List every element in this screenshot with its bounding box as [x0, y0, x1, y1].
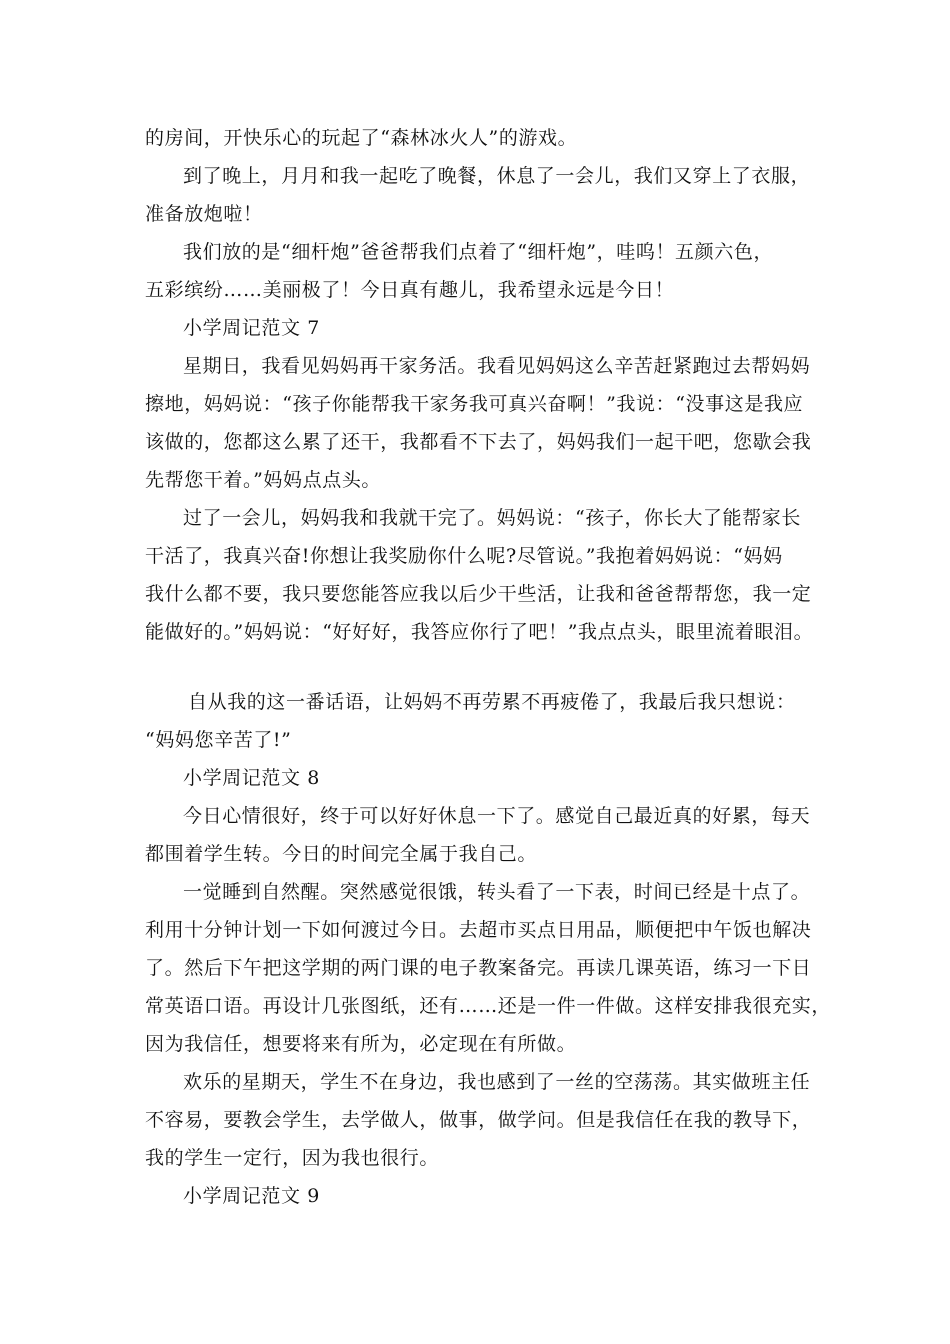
paragraph-line: 的房间，开快乐心的玩起了“森林冰火人”的游戏。 [145, 127, 578, 149]
paragraph-line: 了。然后下午把这学期的两门课的电子教案备完。再读几课英语，练习一下日 [145, 957, 812, 979]
section-heading: 小学周记范文 7 [183, 317, 320, 339]
paragraph-line: 过了一会儿，妈妈我和我就干完了。妈妈说：“孩子，你长大了能帮家长 [183, 507, 801, 529]
paragraph-line: 先帮您干着。”妈妈点点头。 [145, 469, 382, 491]
paragraph-line: 都围着学生转。今日的时间完全属于我自己。 [145, 843, 538, 865]
paragraph-line: 该做的，您都这么累了还干，我都看不下去了，妈妈我们一起干吧，您歇会我 [145, 431, 812, 453]
paragraph-line: 五彩缤纷……美丽极了！今日真有趣儿，我希望永远是今日！ [145, 279, 675, 301]
paragraph-line: 擦地，妈妈说：“孩子你能帮我干家务我可真兴奋啊！”我说：“没事这是我应 [145, 393, 804, 415]
section-heading: 小学周记范文 9 [183, 1185, 320, 1207]
paragraph-line: 欢乐的星期天，学生不在身边，我也感到了一丝的空荡荡。其实做班主任 [183, 1071, 811, 1093]
paragraph-line: 我什么都不要，我只要您能答应我以后少干些活，让我和爸爸帮帮您，我一定 [145, 583, 812, 605]
paragraph-line: 我的学生一定行，因为我也很行。 [145, 1147, 440, 1169]
paragraph-line: 利用十分钟计划一下如何渡过今日。去超市买点日用品，顺便把中午饭也解决 [145, 919, 812, 941]
paragraph-line: 准备放炮啦！ [145, 203, 263, 225]
paragraph-line: 我们放的是“细杆炮”爸爸帮我们点着了“细杆炮”，哇呜！五颜六色， [183, 241, 774, 263]
paragraph-line: 到了晚上，月月和我一起吃了晚餐，休息了一会儿，我们又穿上了衣服， [183, 165, 811, 187]
paragraph-line: 干活了，我真兴奋!你想让我奖励你什么呢?尽管说。”我抱着妈妈说：“妈妈 [145, 545, 783, 567]
paragraph-line: 不容易，要教会学生，去学做人，做事，做学问。但是我信任在我的教导下， [145, 1109, 812, 1131]
paragraph-line: 常英语口语。再设计几张图纸，还有……还是一件一件做。这样安排我很充实， [145, 995, 832, 1017]
paragraph-line: 星期日，我看见妈妈再干家务活。我看见妈妈这么辛苦赶紧跑过去帮妈妈 [183, 355, 811, 377]
paragraph-line: 自从我的这一番话语，让妈妈不再劳累不再疲倦了，我最后我只想说： [188, 691, 796, 713]
paragraph-line: 今日心情很好，终于可以好好休息一下了。感觉自己最近真的好累，每天 [183, 805, 811, 827]
paragraph-line: 因为我信任，想要将来有所为，必定现在有所做。 [145, 1033, 577, 1055]
paragraph-line: 能做好的。”妈妈说：“好好好，我答应你行了吧！”我点点头，眼里流着眼泪。 [145, 621, 814, 643]
paragraph-line: 一觉睡到自然醒。突然感觉很饿，转头看了一下表，时间已经是十点了。 [183, 881, 811, 903]
paragraph-line: “妈妈您辛苦了!” [145, 729, 292, 751]
section-heading: 小学周记范文 8 [183, 767, 320, 789]
